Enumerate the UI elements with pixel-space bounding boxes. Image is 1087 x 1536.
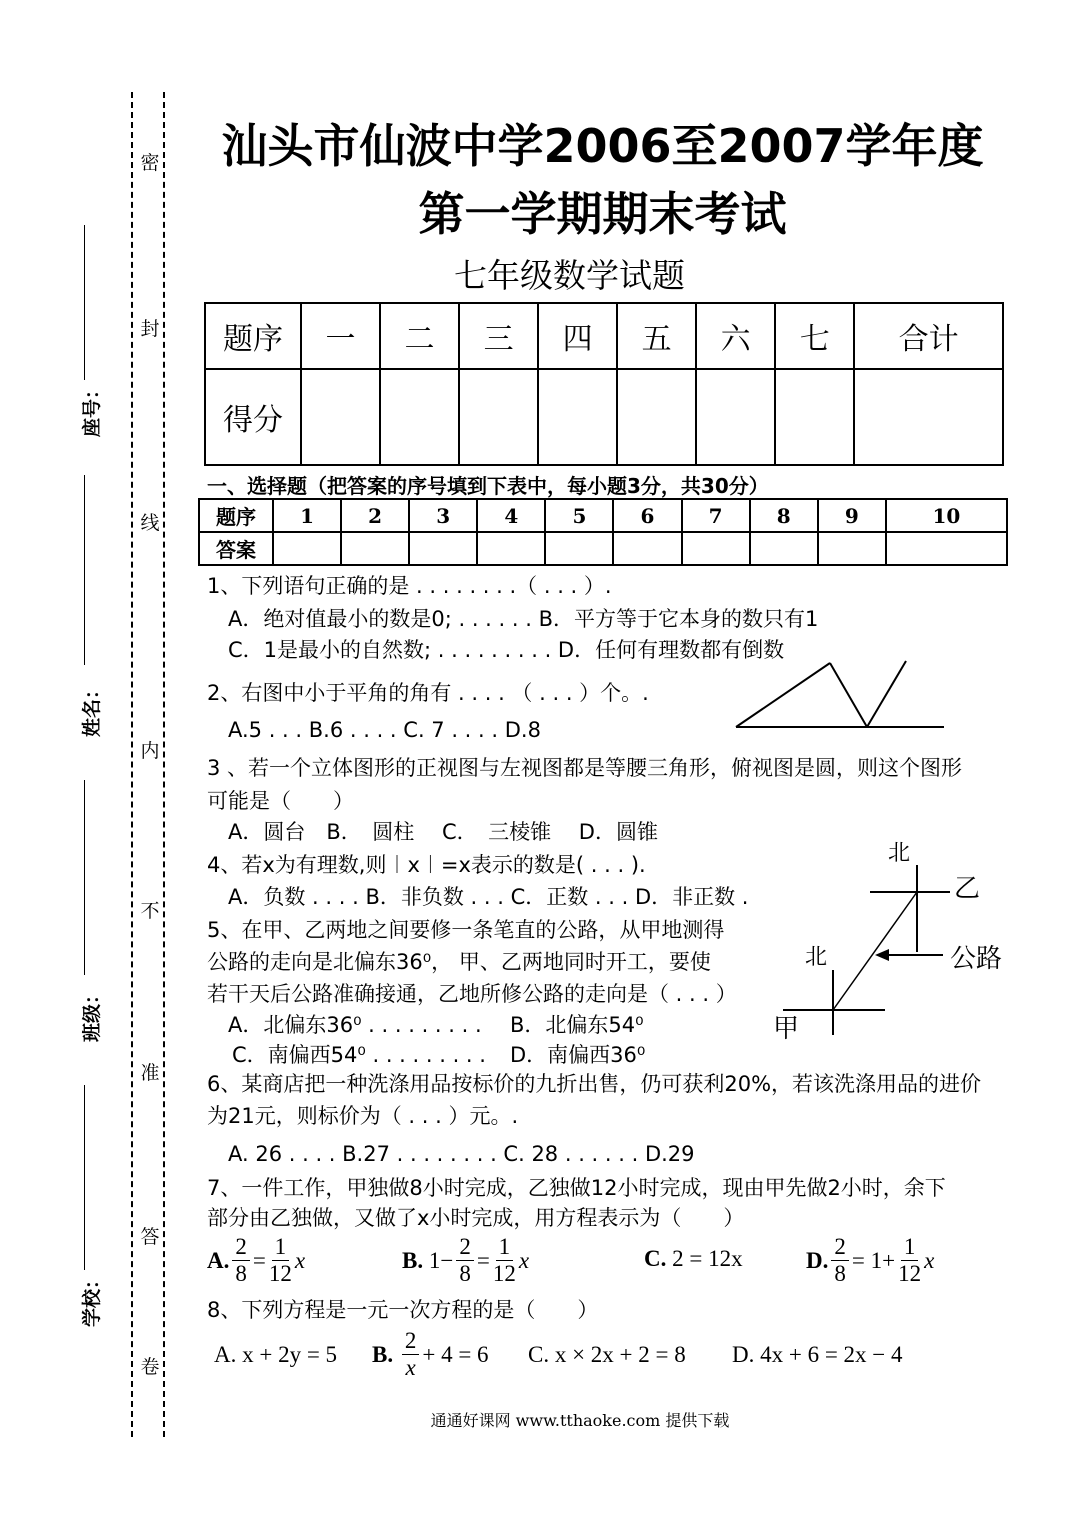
name-label: 姓名： [81,679,104,738]
question-5-option-a: A．北偏东36⁰ . . . . . . . . . [228,1013,482,1037]
seal-char: 线 [137,510,163,536]
score-header: 合计 [854,303,1003,369]
score-cell[interactable] [617,369,696,465]
question-4-stem: 4、若x为有理数,则︱x︱=x表示的数是( . . . ). [207,853,646,877]
equals-sign: = 1+ [851,1247,896,1273]
option-label: A. [207,1247,230,1273]
answer-number: 6 [613,499,681,532]
score-cell[interactable] [775,369,854,465]
denominator: 8 [235,1261,247,1286]
equation: 2 = 12x [672,1246,743,1271]
answer-number: 5 [545,499,613,532]
option-label: B. [372,1341,394,1367]
answer-number: 10 [886,499,1007,532]
exam-subtitle: 七年级数学试题 [454,256,685,295]
score-cell[interactable] [854,369,1003,465]
answer-number: 4 [477,499,545,532]
question-8-option-d: D. 4x + 6 = 2x − 4 [732,1342,903,1367]
question-7-option-b [402,1234,529,1287]
north-label-bottom: 北 [805,945,828,970]
question-8-option-a: A. x + 2y = 5 [214,1342,338,1367]
school-line [84,1085,85,1270]
yi-label: 乙 [954,874,981,904]
answer-cell[interactable] [750,532,818,565]
seal-char: 卷 [137,1354,163,1380]
score-header: 四 [538,303,617,369]
question-8-option-c: C. x × 2x + 2 = 8 [528,1342,686,1367]
question-5-option-d: D．南偏西36⁰ [510,1043,646,1067]
score-header: 题序 [205,303,301,369]
denominator: 12 [898,1261,922,1286]
question-7-option-a [207,1234,305,1287]
exam-title-line1: 汕头市仙波中学2006至2007学年度 [221,119,984,173]
question-1-options-ab: A．绝对值最小的数是0; . . . . . . B．平方等于它本身的数只有1 [228,607,819,631]
numerator: 2 [831,1234,849,1261]
answer-number: 8 [750,499,818,532]
question-5-option-b: B．北偏东54⁰ [510,1013,644,1037]
denominator: 8 [834,1261,846,1286]
numerator: 1 [901,1234,919,1261]
score-cell[interactable] [459,369,538,465]
question-5-stem-line2: 公路的走向是北偏东36⁰， 甲、乙两地同时开工，要使 [207,950,711,974]
binding-dash-line-left [131,92,133,1437]
seat-number-label: 座号： [81,379,104,438]
question-1-options-cd: C．1是最小的自然数; . . . . . . . . . D．任何有理数都有倒数 [228,638,785,662]
question-3-stem-line1: 3 、若一个立体图形的正视图与左视图都是等腰三角形，俯视图是圆，则这个图形 [207,756,963,780]
class-line [84,780,85,975]
variable: x [518,1247,530,1273]
option-label: D. [806,1247,829,1273]
seal-char: 准 [137,1060,163,1086]
option-label: B. [402,1247,424,1273]
denominator: x [405,1355,416,1380]
question-7-option-c [644,1246,743,1272]
denominator: 12 [268,1261,292,1286]
question-7-stem-line2: 部分由乙独做，又做了x小时完成，用方程表示为（ ） [207,1206,745,1230]
seal-char: 答 [137,1224,163,1250]
road-label: 公路 [950,944,1003,974]
school-label: 学校： [81,1269,104,1328]
question-6-stem-line1: 6、某商店把一种洗涤用品按标价的九折出售，仍可获利20%，若该洗涤用品的进价 [207,1072,982,1096]
numerator: 1 [496,1234,514,1261]
answer-cell[interactable] [613,532,681,565]
denominator: 8 [459,1261,471,1286]
question-3-options: A．圆台 B． 圆柱 C． 三棱锥 D．圆锥 [228,820,658,844]
answer-cell[interactable] [341,532,409,565]
score-header: 二 [380,303,459,369]
class-label: 班级： [81,984,104,1043]
option-label: C. [644,1246,667,1271]
expression: + 4 = 6 [422,1341,489,1367]
question-3-stem-line2: 可能是（ ） [207,789,354,813]
question-6-stem-line2: 为21元，则标价为（ . . . ）元。. [207,1104,519,1128]
seal-char: 封 [137,316,163,342]
answer-table [198,498,1008,566]
question-8-option-b [372,1328,489,1381]
score-header: 三 [459,303,538,369]
question-6-options: A. 26 . . . . B.27 . . . . . . . . C. 28 . . . . . . D.29 [228,1142,695,1166]
seal-char: 不 [137,898,163,924]
answer-cell[interactable] [273,532,341,565]
score-cell[interactable] [696,369,775,465]
score-row-label: 得分 [205,369,301,465]
numerator: 1 [272,1234,290,1261]
question-2-options: A.5 . . . B.6 . . . . C. 7 . . . . D.8 [228,718,541,742]
angle-figure [730,655,950,735]
numerator: 2 [232,1234,250,1261]
answer-row-label: 答案 [199,532,273,565]
score-cell[interactable] [301,369,380,465]
answer-cell[interactable] [545,532,613,565]
variable: x [924,1247,935,1273]
score-cell[interactable] [380,369,459,465]
equals-sign: = [252,1247,266,1273]
answer-cell[interactable] [409,532,477,565]
score-header: 七 [775,303,854,369]
answer-cell[interactable] [886,532,1007,565]
variable: x [294,1247,306,1273]
seal-char: 密 [137,150,163,176]
answer-number: 1 [273,499,341,532]
question-8-stem: 8、下列方程是一元一次方程的是（ ） [207,1298,599,1322]
score-header: 五 [617,303,696,369]
score-table [204,302,1004,466]
answer-cell[interactable] [682,532,750,565]
question-7-option-d [806,1234,934,1287]
question-5-stem-line1: 5、在甲、乙两地之间要修一条笔直的公路，从甲地测得 [207,918,725,942]
question-1-stem: 1、下列语句正确的是 . . . . . . . .（ . . . ）. [207,574,612,598]
exam-title-line2: 第一学期期末考试 [418,187,787,241]
equals-sign: = [476,1247,490,1273]
question-5-option-c: C．南偏西54⁰ . . . . . . . . . [232,1043,486,1067]
section-heading: 一、选择题（把答案的序号填到下表中，每小题3分，共30分） [207,474,769,498]
name-line [84,475,85,665]
footer-credit: 通通好课网 www.tthaoke.com 提供下载 [430,1411,730,1430]
expression-prefix: 1− [428,1247,454,1273]
answer-cell[interactable] [477,532,545,565]
seat-number-line [84,225,85,380]
answer-cell[interactable] [818,532,886,565]
score-header: 一 [301,303,380,369]
numerator: 2 [402,1328,420,1355]
answer-number: 7 [682,499,750,532]
numerator: 2 [456,1234,474,1261]
score-cell[interactable] [538,369,617,465]
answer-number: 2 [341,499,409,532]
seal-char: 内 [137,738,163,764]
score-header: 六 [696,303,775,369]
jia-label: 甲 [773,1014,800,1044]
binding-dash-line-right [163,92,165,1437]
question-2-stem: 2、右图中小于平角的角有 . . . . （ . . . ）个。. [207,681,649,705]
denominator: 12 [492,1261,516,1286]
answer-number: 9 [818,499,886,532]
question-4-options: A．负数 . . . . B．非负数 . . . C．正数 . . . D．非正数 . [228,885,749,909]
north-label-top: 北 [888,841,911,866]
question-5-stem-line3: 若干天后公路准确接通，乙地所修公路的走向是（ . . . ） [207,982,737,1006]
answer-row-label: 题序 [199,499,273,532]
answer-number: 3 [409,499,477,532]
question-7-stem-line1: 7、一件工作，甲独做8小时完成，乙独做12小时完成，现由甲先做2小时，余下 [207,1176,946,1200]
